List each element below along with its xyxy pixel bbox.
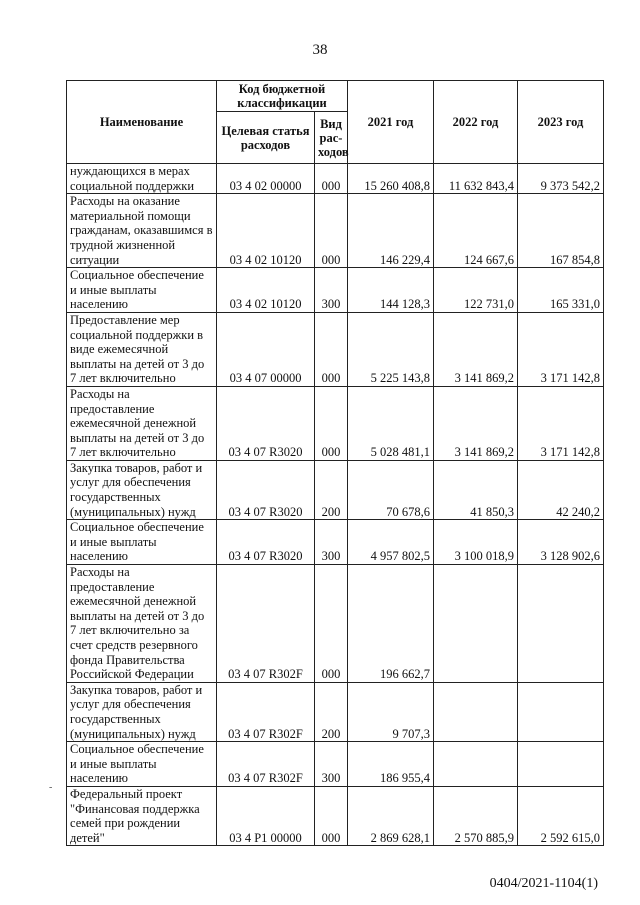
row-target-article: 03 4 07 R302F [217,742,315,787]
row-amount-2021: 5 028 481,1 [348,386,434,460]
page-number: 38 [312,42,328,58]
row-expense-type: 000 [315,565,348,683]
row-amount-2023: 42 240,2 [518,460,604,519]
row-amount-2023: 3 128 902,6 [518,520,604,565]
table-row [67,164,604,194]
table-row [67,682,604,741]
row-amount-2021: 4 957 802,5 [348,520,434,565]
margin-mark: - [49,782,53,793]
row-expense-type: 000 [315,164,348,194]
row-name: Расходы на оказание материальной помощи гражданам, оказавшимся в трудной жизненной ситуации [67,194,217,268]
row-target-article: 03 4 07 00000 [217,312,315,386]
row-amount-2022: 3 141 869,2 [434,386,518,460]
budget-table [66,80,604,846]
header-name: Наименование [67,81,217,164]
row-target-article: 03 4 07 R3020 [217,460,315,519]
row-amount-2023: 3 171 142,8 [518,312,604,386]
header-target-article: Целевая статья расходов [217,112,315,164]
row-expense-type: 300 [315,742,348,787]
row-target-article: 03 4 07 R3020 [217,520,315,565]
row-amount-2023: 167 854,8 [518,194,604,268]
row-amount-2023 [518,682,604,741]
row-amount-2021: 146 229,4 [348,194,434,268]
row-expense-type: 300 [315,520,348,565]
row-amount-2022: 122 731,0 [434,268,518,313]
table-row [67,786,604,845]
row-target-article: 03 4 07 R302F [217,682,315,741]
row-name: Закупка товаров, работ и услуг для обеспечения государственных (муниципальных) нужд [67,682,217,741]
row-amount-2022: 3 141 869,2 [434,312,518,386]
row-amount-2023: 3 171 142,8 [518,386,604,460]
row-amount-2022: 124 667,6 [434,194,518,268]
row-name: Федеральный проект "Финансовая поддержка семей при рождении детей" [67,786,217,845]
row-expense-type: 000 [315,194,348,268]
table-header [67,81,604,164]
row-amount-2022: 2 570 885,9 [434,786,518,845]
row-amount-2021: 15 260 408,8 [348,164,434,194]
row-name: Расходы на предоставление ежемесячной денежной выплаты на детей от 3 до 7 лет включительно [67,386,217,460]
row-amount-2022: 41 850,3 [434,460,518,519]
row-amount-2021: 9 707,3 [348,682,434,741]
row-name: Социальное обеспечение и иные выплаты населению [67,520,217,565]
row-amount-2022: 11 632 843,4 [434,164,518,194]
header-2023: 2023 год [518,81,604,164]
row-expense-type: 200 [315,682,348,741]
row-amount-2021: 70 678,6 [348,460,434,519]
row-amount-2023: 9 373 542,2 [518,164,604,194]
row-target-article: 03 4 02 10120 [217,268,315,313]
row-name: Социальное обеспечение и иные выплаты населению [67,742,217,787]
table-row [67,386,604,460]
row-amount-2021: 2 869 628,1 [348,786,434,845]
row-target-article: 03 4 02 00000 [217,164,315,194]
row-expense-type: 000 [315,386,348,460]
row-name: Предоставление мер социальной поддержки в виде ежемесячной выплаты на детей от 3 до 7 лет включительно [67,312,217,386]
table-row [67,460,604,519]
row-name: нуждающихся в мерах социальной поддержки [67,164,217,194]
row-amount-2023 [518,565,604,683]
table-row [67,520,604,565]
row-name: Закупка товаров, работ и услуг для обеспечения государственных (муниципальных) нужд [67,460,217,519]
row-name: Социальное обеспечение и иные выплаты населению [67,268,217,313]
row-amount-2023: 2 592 615,0 [518,786,604,845]
header-2021: 2021 год [348,81,434,164]
row-amount-2021: 144 128,3 [348,268,434,313]
row-amount-2021: 186 955,4 [348,742,434,787]
row-amount-2023: 165 331,0 [518,268,604,313]
table-row [67,742,604,787]
row-amount-2022 [434,682,518,741]
header-2022: 2022 год [434,81,518,164]
table-row [67,312,604,386]
row-amount-2022: 3 100 018,9 [434,520,518,565]
table-row [67,268,604,313]
row-amount-2023 [518,742,604,787]
document-number: 0404/2021-1104(1) [489,876,598,891]
row-amount-2022 [434,565,518,683]
row-expense-type: 000 [315,312,348,386]
row-target-article: 03 4 P1 00000 [217,786,315,845]
row-expense-type: 200 [315,460,348,519]
table-row [67,565,604,683]
row-amount-2022 [434,742,518,787]
header-expense-type: Вид рас-ходов [315,112,348,164]
table-body [67,164,604,846]
row-expense-type: 000 [315,786,348,845]
row-target-article: 03 4 07 R3020 [217,386,315,460]
row-amount-2021: 196 662,7 [348,565,434,683]
row-target-article: 03 4 07 R302F [217,565,315,683]
row-target-article: 03 4 02 10120 [217,194,315,268]
table-row [67,194,604,268]
row-name: Расходы на предоставление ежемесячной денежной выплаты на детей от 3 до 7 лет включительно за счет средств резервного фонда Правительства Российской Федерации [67,565,217,683]
row-expense-type: 300 [315,268,348,313]
row-amount-2021: 5 225 143,8 [348,312,434,386]
header-code-group: Код бюджетной классификации [217,81,348,112]
